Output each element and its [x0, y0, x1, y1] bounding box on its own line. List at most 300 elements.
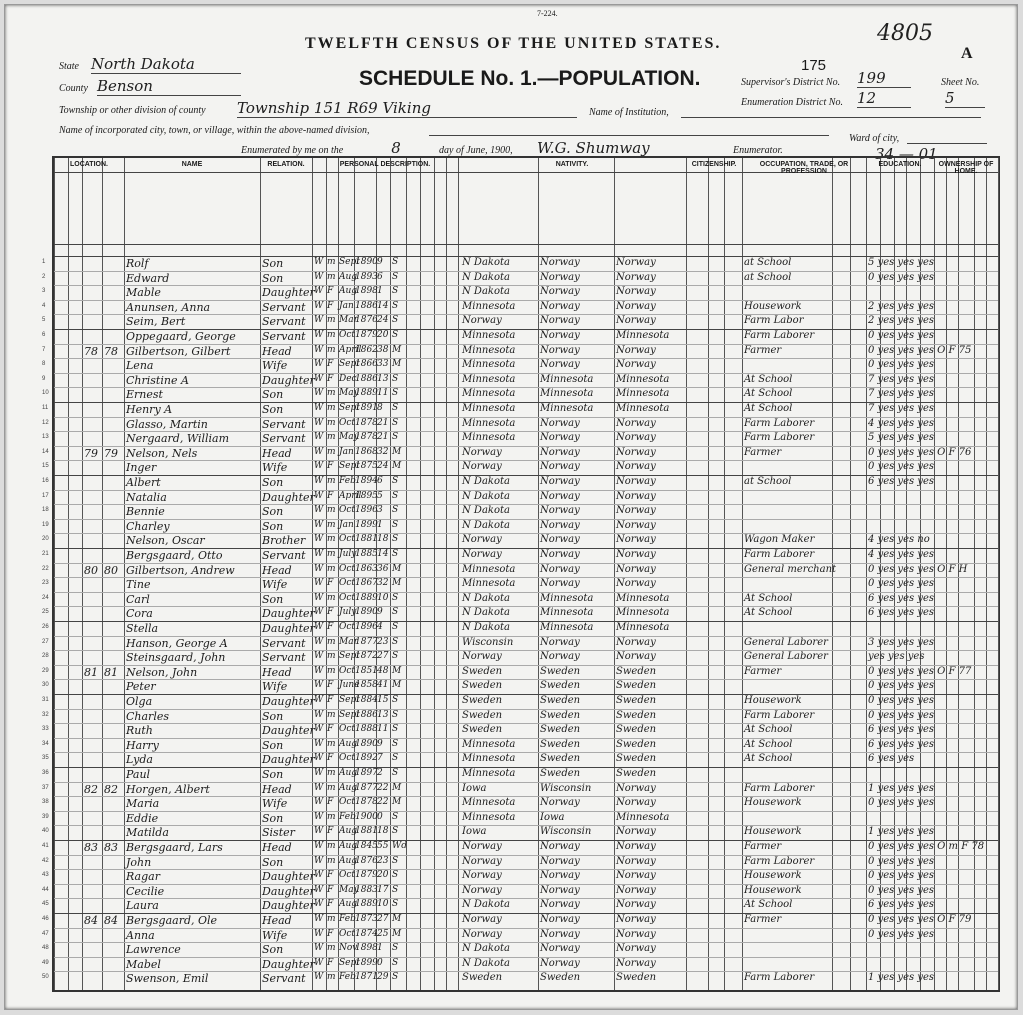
cell-mpob: Norway	[616, 797, 656, 809]
cell-rel: Son	[262, 811, 284, 825]
cell-name: Ragar	[126, 870, 160, 884]
cell-color: W	[314, 797, 324, 808]
cell-mpob: Sweden	[616, 768, 657, 779]
cell-mpob: Norway	[616, 928, 656, 940]
enumerated-day: 8	[361, 139, 431, 158]
cell-age: 7	[377, 753, 383, 764]
line-number: 36	[42, 770, 49, 776]
form-number: 7-224.	[537, 9, 558, 18]
line-number: 31	[42, 697, 49, 703]
cell-name: Albert	[126, 476, 161, 489]
cell-rel: Wife	[262, 797, 288, 811]
cell-cond: S	[392, 315, 399, 326]
cell-age: 20	[377, 330, 389, 340]
enumerated-label: Enumerated by me on the	[241, 145, 344, 156]
row-rule	[54, 358, 998, 359]
cell-occ: At School	[744, 373, 793, 385]
cell-fpob: Norway	[540, 476, 580, 487]
cell-sex: F	[327, 286, 334, 297]
cell-dw: 83	[84, 841, 98, 854]
cell-fam: 81	[104, 665, 118, 679]
cell-pob: Norway	[462, 534, 502, 546]
cell-color: W	[314, 534, 324, 545]
cell-color: W	[314, 359, 324, 370]
cell-month: Sept	[339, 359, 360, 370]
cell-cond: M	[392, 782, 402, 793]
line-number: 1	[42, 259, 46, 265]
cell-month: May	[339, 884, 359, 895]
cell-rel: Son	[262, 519, 284, 533]
cell-rel: Son	[262, 257, 284, 270]
cell-month: Oct	[339, 665, 356, 676]
cell-pob: N Dakota	[462, 899, 510, 911]
cell-sex: F	[327, 724, 334, 735]
cell-cond: M	[392, 928, 402, 939]
cell-fam: 80	[104, 563, 118, 577]
cell-age: 18	[377, 826, 389, 837]
cell-name: Cora	[126, 607, 153, 621]
cell-name: John	[126, 855, 152, 869]
row-rule	[54, 577, 998, 578]
cell-sex: m	[327, 519, 336, 530]
city-line	[429, 123, 829, 136]
cell-pob: Minnesota	[462, 344, 516, 356]
cell-month: Aug	[339, 738, 358, 749]
row-rule	[54, 957, 998, 958]
cell-age: 9	[377, 257, 383, 267]
cell-mpob: Norway	[616, 359, 656, 371]
cell-edu: 0 yes yes yes O F 79	[868, 914, 972, 925]
cell-edu: 0 yes yes yes	[868, 578, 934, 590]
cell-age: 55	[377, 841, 389, 851]
cell-fpob: Wisconsin	[540, 826, 592, 838]
cell-cond: M	[392, 344, 402, 355]
cell-pob: Sweden	[462, 724, 503, 736]
cell-rel: Head	[262, 344, 292, 358]
cell-occ: At School	[744, 753, 793, 765]
cell-age: 11	[377, 388, 389, 399]
cell-mpob: Minnesota	[616, 373, 670, 385]
cell-edu: 6 yes yes yes	[868, 476, 934, 487]
cell-year: 1876	[355, 315, 378, 326]
cell-color: W	[314, 300, 324, 311]
cell-month: Oct	[339, 797, 356, 808]
cell-occ: Housework	[744, 695, 802, 706]
cell-year: 1845	[355, 841, 378, 851]
cell-month: April	[339, 490, 362, 501]
line-number: 27	[42, 638, 49, 645]
cell-edu: 6 yes yes yes	[868, 592, 934, 604]
cell-age: 27	[377, 914, 389, 924]
cell-edu: 4 yes yes yes	[868, 417, 934, 429]
cell-year: 1888	[355, 724, 378, 735]
cell-pob: Norway	[462, 461, 502, 473]
cell-edu: 1 yes yes yes	[868, 972, 934, 984]
row-rule	[54, 285, 998, 286]
cell-rel: Daughter	[262, 286, 315, 300]
cell-fpob: Sweden	[540, 665, 581, 677]
cell-edu: yes yes yes	[868, 651, 925, 663]
column-group-3: PERSONAL DESCRIPTION.	[339, 161, 431, 168]
cell-pob: Minnesota	[462, 373, 516, 385]
column-divider	[68, 158, 69, 990]
line-number: 24	[42, 594, 49, 601]
cell-year: 1896	[355, 622, 378, 632]
cell-mpob: Norway	[616, 549, 656, 560]
cell-name: Natalia	[126, 490, 167, 504]
cell-rel: Daughter	[262, 724, 315, 738]
row-rule	[54, 387, 998, 388]
cell-month: Oct	[339, 578, 356, 589]
cell-occ: Farm Laborer	[744, 972, 815, 984]
cell-cond: S	[392, 534, 399, 545]
cell-month: Sept	[339, 709, 360, 720]
cell-rel: Daughter	[262, 607, 315, 621]
column-divider	[686, 158, 687, 990]
cell-name: Cecilie	[126, 884, 165, 898]
cell-color: W	[314, 549, 324, 559]
cell-name: Anunsen, Anna	[126, 300, 211, 314]
cell-fpob: Norway	[540, 519, 580, 531]
cell-name: Gilbertson, Gilbert	[126, 344, 231, 358]
cell-occ: Wagon Maker	[744, 534, 815, 546]
cell-fpob: Minnesota	[540, 388, 594, 400]
cell-pob: Minnesota	[462, 300, 516, 312]
column-divider	[614, 158, 615, 990]
cell-pob: Minnesota	[462, 768, 516, 779]
cell-name: Edward	[126, 271, 170, 285]
cell-age: 14	[377, 300, 389, 311]
cell-cond: M	[392, 563, 402, 574]
cell-pob: N Dakota	[462, 957, 510, 969]
column-group-1: NAME	[181, 161, 203, 168]
cell-year: 1889	[355, 899, 378, 910]
line-number: 20	[42, 536, 49, 543]
cell-rel: Wife	[262, 928, 288, 942]
cell-edu: 5 yes yes yes	[868, 432, 934, 444]
cell-sex: m	[327, 330, 336, 340]
cell-year: 1871	[355, 972, 378, 983]
cell-sex: m	[327, 738, 336, 749]
cell-mpob: Norway	[616, 286, 656, 298]
cell-mpob: Norway	[616, 300, 656, 312]
cell-fam: 79	[104, 446, 118, 460]
cell-age: 10	[377, 592, 389, 603]
cell-fpob: Norway	[540, 432, 580, 444]
cell-color: W	[314, 651, 324, 662]
cell-color: W	[314, 622, 324, 632]
cell-age: 1	[377, 519, 383, 530]
cell-rel: Son	[262, 768, 284, 781]
cell-name: Carl	[126, 592, 150, 606]
cell-sex: m	[327, 972, 336, 983]
row-rule	[54, 942, 998, 943]
cell-mpob: Minnesota	[616, 330, 670, 341]
cell-sex: F	[327, 622, 334, 632]
cell-edu: 0 yes yes yes	[868, 271, 934, 283]
cell-year: 1879	[355, 330, 378, 340]
cell-cond: S	[392, 271, 399, 282]
cell-age: 48	[377, 665, 389, 676]
column-divider	[446, 158, 447, 990]
cell-month: Feb	[339, 914, 356, 924]
cell-rel: Son	[262, 388, 284, 402]
cell-pob: Norway	[462, 928, 502, 940]
cell-age: 22	[377, 782, 389, 793]
cell-cond: S	[392, 636, 399, 647]
row-rule	[54, 709, 998, 710]
cell-age: 21	[377, 432, 389, 443]
cell-color: W	[314, 738, 324, 749]
cell-age: 25	[377, 928, 389, 939]
cell-fpob: Minnesota	[540, 592, 594, 604]
cell-year: 1893	[355, 271, 378, 282]
row-rule	[54, 402, 998, 403]
cell-month: Feb	[339, 811, 356, 822]
cell-color: W	[314, 607, 324, 618]
cell-sex: m	[327, 344, 336, 355]
cell-sex: m	[327, 811, 336, 822]
cell-year: 1883	[355, 884, 378, 895]
cell-month: June	[339, 680, 360, 691]
cell-age: 9	[377, 738, 383, 749]
cell-color: W	[314, 286, 324, 297]
cell-mpob: Norway	[616, 578, 656, 590]
cell-pob: Iowa	[462, 826, 487, 838]
cell-age: 38	[377, 344, 389, 355]
cell-month: April	[339, 344, 362, 355]
ward-label: Ward of city,	[849, 133, 900, 144]
cell-sex: m	[327, 432, 336, 443]
row-rule	[54, 504, 998, 505]
supervisor-value: 199	[857, 69, 911, 88]
county-value: Benson	[97, 77, 241, 96]
cell-rel: Daughter	[262, 490, 315, 504]
cell-sex: F	[327, 607, 334, 618]
line-number: 35	[42, 755, 49, 762]
cell-fpob: Norway	[540, 315, 580, 327]
cell-cond: M	[392, 359, 402, 370]
cell-name: Gilbertson, Andrew	[126, 563, 235, 577]
line-number: 7	[42, 346, 46, 353]
cell-cond: S	[392, 592, 399, 603]
cell-rel: Head	[262, 665, 292, 679]
line-number: 46	[42, 916, 49, 922]
line-number: 43	[42, 872, 49, 879]
cell-age: 29	[377, 972, 389, 983]
cell-year: 1885	[355, 549, 378, 559]
cell-fpob: Norway	[540, 578, 580, 590]
cell-year: 1886	[355, 300, 378, 311]
cell-sex: F	[327, 461, 334, 472]
cell-pob: Sweden	[462, 709, 503, 721]
cell-pob: N Dakota	[462, 607, 510, 619]
cell-cond: S	[392, 753, 399, 764]
cell-name: Stella	[126, 622, 159, 635]
cell-name: Lyda	[126, 753, 153, 767]
cell-name: Nelson, John	[126, 665, 198, 679]
line-number: 4	[42, 302, 46, 309]
cell-fpob: Norway	[540, 636, 580, 648]
cell-occ: at School	[744, 476, 792, 487]
line-number: 38	[42, 799, 49, 806]
cell-mpob: Minnesota	[616, 607, 670, 619]
cell-month: Sept	[339, 695, 360, 705]
cell-edu: 1 yes yes yes	[868, 782, 934, 794]
cell-name: Peter	[126, 680, 156, 694]
cell-mpob: Sweden	[616, 753, 657, 765]
cell-mpob: Norway	[616, 446, 656, 458]
cell-month: Feb	[339, 972, 356, 983]
cell-year: 1884	[355, 695, 378, 705]
cell-mpob: Sweden	[616, 738, 657, 750]
cell-age: 13	[377, 373, 389, 384]
cell-mpob: Norway	[616, 490, 656, 502]
cell-year: 1881	[355, 534, 378, 545]
cell-fam: 78	[104, 344, 118, 358]
column-divider	[986, 158, 987, 990]
census-title: TWELFTH CENSUS OF THE UNITED STATES.	[305, 35, 722, 52]
cell-fpob: Minnesota	[540, 622, 594, 633]
cell-occ: At School	[744, 738, 793, 750]
column-group-5: CITIZENSHIP.	[691, 161, 737, 168]
column-group-0: LOCATION.	[70, 161, 108, 168]
line-number: 9	[42, 375, 46, 382]
cell-dw: 81	[84, 665, 98, 679]
cell-name: Harry	[126, 738, 159, 752]
line-number: 30	[42, 682, 49, 689]
row-rule	[54, 592, 998, 593]
cell-sex: m	[327, 914, 336, 924]
cell-name: Lawrence	[126, 943, 181, 957]
cell-fpob: Sweden	[540, 768, 581, 779]
cell-edu: 0 yes yes yes O F H	[868, 563, 968, 575]
cell-name: Seim, Bert	[126, 315, 186, 329]
cell-month: Oct	[339, 592, 356, 603]
cell-color: W	[314, 665, 324, 676]
cell-age: 23	[377, 636, 389, 647]
row-rule	[54, 694, 998, 695]
cell-color: W	[314, 344, 324, 355]
cell-edu: 2 yes yes yes	[868, 300, 934, 312]
cell-cond: S	[392, 855, 399, 866]
cell-name: Henry A	[126, 403, 173, 416]
cell-pob: Norway	[462, 855, 502, 867]
column-group-8: OWNERSHIP OF HOME.	[938, 161, 994, 175]
cell-month: Oct	[339, 928, 356, 939]
cell-fpob: Minnesota	[540, 373, 594, 385]
cell-pob: Norway	[462, 870, 502, 882]
cell-age: 8	[377, 403, 383, 413]
cell-year: 1886	[355, 709, 378, 720]
cell-fpob: Norway	[540, 797, 580, 809]
cell-edu: 0 yes yes yes	[868, 680, 934, 692]
cell-age: 6	[377, 271, 383, 282]
cell-fpob: Norway	[540, 505, 580, 517]
line-number: 10	[42, 390, 49, 397]
cell-dw: 82	[84, 782, 98, 796]
cell-age: 5	[377, 490, 383, 501]
cell-edu: 6 yes yes yes	[868, 607, 934, 619]
cell-rel: Head	[262, 782, 292, 796]
cell-sex: F	[327, 490, 334, 501]
cell-fpob: Sweden	[540, 680, 581, 692]
cell-name: Hanson, George A	[126, 636, 228, 650]
cell-mpob: Norway	[616, 957, 656, 969]
cell-month: Oct	[339, 753, 356, 764]
cell-pob: N Dakota	[462, 476, 510, 487]
cell-month: Aug	[339, 271, 358, 282]
row-rule	[54, 752, 998, 753]
cell-mpob: Sweden	[616, 665, 657, 677]
cell-color: W	[314, 695, 324, 705]
cell-rel: Daughter	[262, 957, 315, 971]
cell-sex: m	[327, 388, 336, 399]
cell-cond: S	[392, 972, 399, 983]
cell-cond: M	[392, 680, 402, 691]
cell-cond: S	[392, 811, 399, 822]
cell-year: 1889	[355, 592, 378, 603]
cell-edu: 7 yes yes yes	[868, 388, 934, 400]
cell-edu: 4 yes yes no	[868, 534, 930, 546]
cell-color: W	[314, 446, 324, 457]
column-divider	[866, 158, 867, 990]
cell-month: Oct	[339, 534, 356, 545]
cell-sex: m	[327, 403, 336, 413]
cell-name: Inger	[126, 461, 157, 475]
cell-sex: m	[327, 592, 336, 603]
cell-pob: Norway	[462, 549, 502, 560]
cell-month: Dec	[339, 373, 357, 384]
cell-cond: S	[392, 826, 399, 837]
cell-month: Sept	[339, 461, 360, 472]
row-rule	[54, 738, 998, 739]
cell-dw: 79	[84, 446, 98, 460]
cell-age: 10	[377, 899, 389, 910]
row-rule	[54, 490, 998, 491]
cell-name: Matilda	[126, 826, 169, 840]
cell-year: 1874	[355, 928, 378, 939]
line-number: 45	[42, 901, 49, 908]
cell-fpob: Norway	[540, 490, 580, 502]
cell-color: W	[314, 870, 324, 881]
cell-mpob: Norway	[616, 432, 656, 444]
cell-cond: S	[392, 651, 399, 662]
cell-edu: 0 yes yes yes	[868, 330, 934, 341]
cell-age: 32	[377, 578, 389, 589]
cell-occ: Farm Laborer	[744, 330, 815, 341]
cell-sex: m	[327, 446, 336, 457]
cell-edu: 6 yes yes	[868, 753, 915, 765]
cell-name: Ruth	[126, 724, 153, 738]
cell-age: 21	[377, 417, 389, 428]
cell-pob: Minnesota	[462, 330, 516, 341]
cell-age: 0	[377, 811, 383, 822]
cell-cond: S	[392, 768, 399, 778]
cell-mpob: Norway	[616, 914, 656, 925]
cell-rel: Head	[262, 914, 292, 927]
cell-fam: 82	[104, 782, 118, 796]
cell-cond: S	[392, 403, 399, 413]
cell-sex: m	[327, 505, 336, 516]
cell-fpob: Sweden	[540, 972, 581, 984]
cell-month: Aug	[339, 841, 358, 851]
supervisor-label: Supervisor's District No.	[741, 77, 841, 88]
cell-edu: 0 yes yes yes O m F 78	[868, 841, 985, 852]
cell-sex: m	[327, 563, 336, 574]
sheet-value: 5	[945, 89, 985, 108]
cell-year: 1878	[355, 432, 378, 443]
